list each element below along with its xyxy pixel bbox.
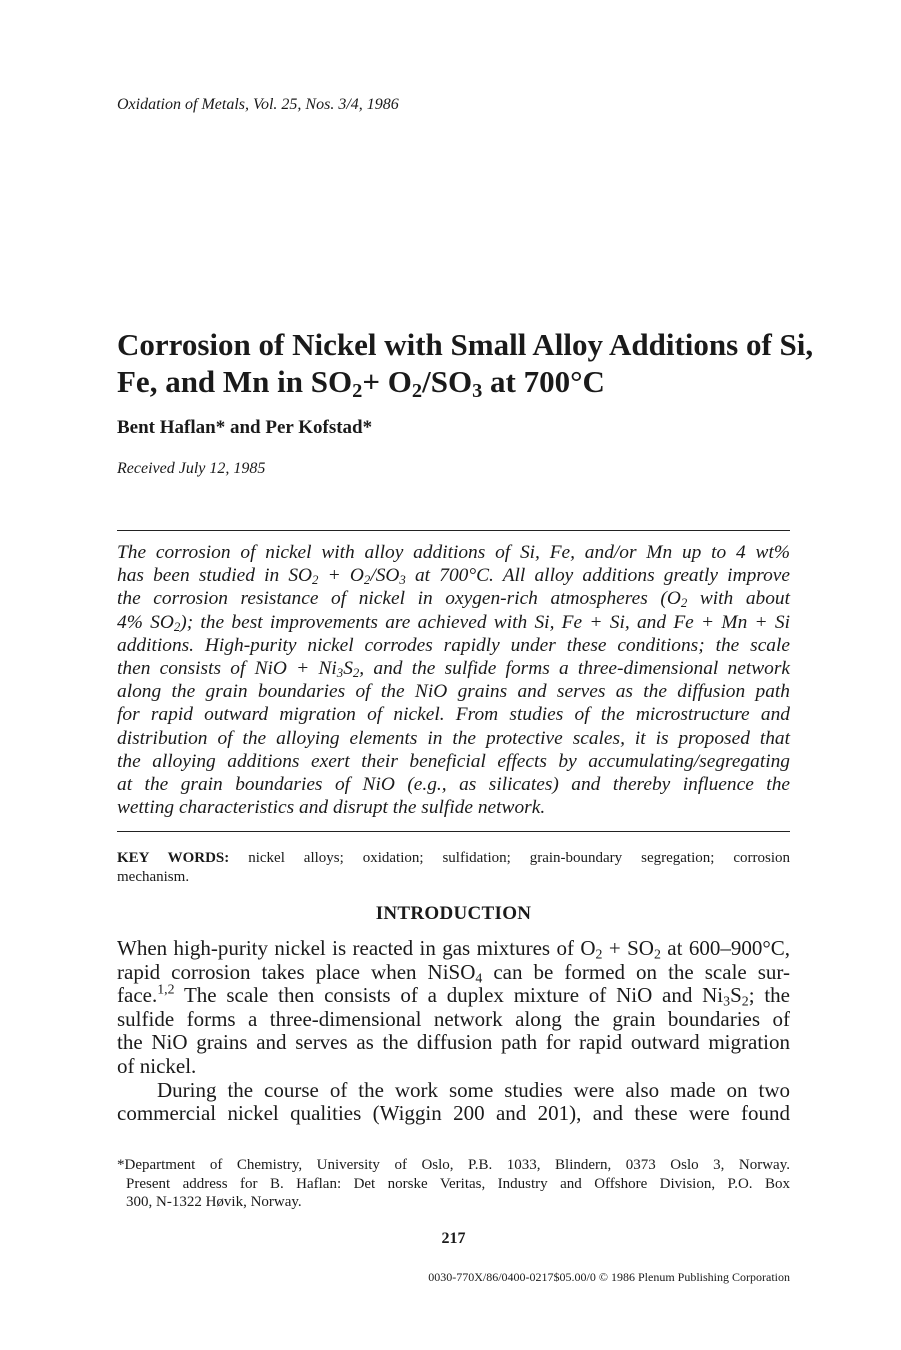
abstract-line: then consists of NiO + $Ni_3S_2$, and the sulfide forms a three-dimensional network	[117, 658, 790, 681]
footnote-line: *Department of Chemistry, University of Oslo, P.B. 1033, Blindern, 0373 Oslo 3, Norway.	[117, 1157, 790, 1173]
footnote-line: 300, N-1322 Høvik, Norway.	[126, 1194, 302, 1211]
abstract-bottom-rule	[117, 831, 790, 832]
abstract-line: the corrosion resistance of nickel in oxygen-rich atmospheres ($O_2$ with about	[117, 588, 790, 611]
key-words-label: KEY WORDS:	[117, 850, 230, 866]
body-line: During the course of the work some studies were also made on two	[157, 1077, 790, 1102]
abstract-line: distribution of the alloying elements in the protective scales, it is proposed that	[117, 727, 790, 749]
title-line-1: Corrosion of Nickel with Small Alloy Additions of Si,	[117, 327, 814, 362]
copyright-line: 0030-770X/86/0400-0217$05.00/0 © 1986 Plenum Publishing Corporation	[428, 1270, 790, 1284]
journal-citation: Oxidation of Metals, Vol. 25, Nos. 3/4, 1986	[117, 96, 399, 113]
key-words	[117, 849, 790, 886]
abstract	[117, 541, 790, 819]
body-line: commercial nickel qualities (Wiggin 200 and 201), and these were found	[117, 1101, 790, 1126]
body-line: rapid corrosion takes place when NiSO$_4$ can be formed on the scale sur-	[117, 959, 790, 986]
abstract-line: the alloying additions exert their beneficial effects by accumulating/segregating	[117, 750, 790, 772]
body-line: of nickel.	[117, 1053, 197, 1078]
introduction-body	[117, 937, 790, 1126]
body-line: sulfide forms a three-dimensional network along the grain boundaries of	[117, 1006, 790, 1031]
received-date: Received July 12, 1985	[117, 460, 266, 477]
section-heading-introduction: INTRODUCTION	[375, 903, 532, 924]
citation-ref: 1,2	[157, 981, 175, 997]
body-line: face.$^{1,2}$ The scale then consists of a duplex mixture of NiO and $Ni_3S_2$; the	[117, 981, 790, 1009]
key-words-line: mechanism.	[117, 868, 190, 885]
body-line: the NiO grains and serves as the diffusion path for rapid outward migration	[117, 1030, 790, 1055]
abstract-line: additions. High-purity nickel corrodes rapidly under these conditions; the scale	[117, 634, 790, 656]
page-number: 217	[441, 1230, 466, 1247]
abstract-line: for rapid outward migration of nickel. From studies of the microstructure and	[117, 704, 790, 726]
author-footnote	[117, 1156, 790, 1212]
abstract-line: wetting characteristics and disrupt the sulfide network.	[117, 797, 546, 819]
abstract-line: has been studied in $SO_2 + O_2/SO_3$ at 700°C. All alloy additions greatly improve	[117, 565, 790, 588]
abstract-line: The corrosion of nickel with alloy additions of Si, Fe, and/or Mn up to 4 wt%	[117, 542, 790, 563]
body-line: When high-purity nickel is reacted in gas mixtures of $O_2 + SO_2$ at 600–900°C,	[117, 936, 790, 962]
authors: Bent Haflan* and Per Kofstad*	[117, 417, 373, 438]
abstract-top-rule	[117, 530, 790, 531]
abstract-line: at the grain boundaries of NiO (e.g., as silicates) and thereby influence the	[117, 774, 790, 796]
abstract-line: 4% $SO_2$); the best improvements are achieved with Si, Fe + Si, and Fe + Mn + Si	[117, 611, 790, 634]
footnote-line: Present address for B. Haflan: Det norske Veritas, Industry and Offshore Division, P.O. Box	[126, 1175, 790, 1192]
key-words-line: KEY WORDS: nickel alloys; oxidation; sulfidation; grain-boundary segregation; corrosion	[117, 850, 790, 866]
article-title	[117, 326, 817, 403]
abstract-line: along the grain boundaries of the NiO grains and serves as the diffusion path	[117, 681, 790, 703]
title-line-2: Fe, and Mn in $SO_2+ O_2/SO_3$ at 700°C	[117, 364, 605, 403]
